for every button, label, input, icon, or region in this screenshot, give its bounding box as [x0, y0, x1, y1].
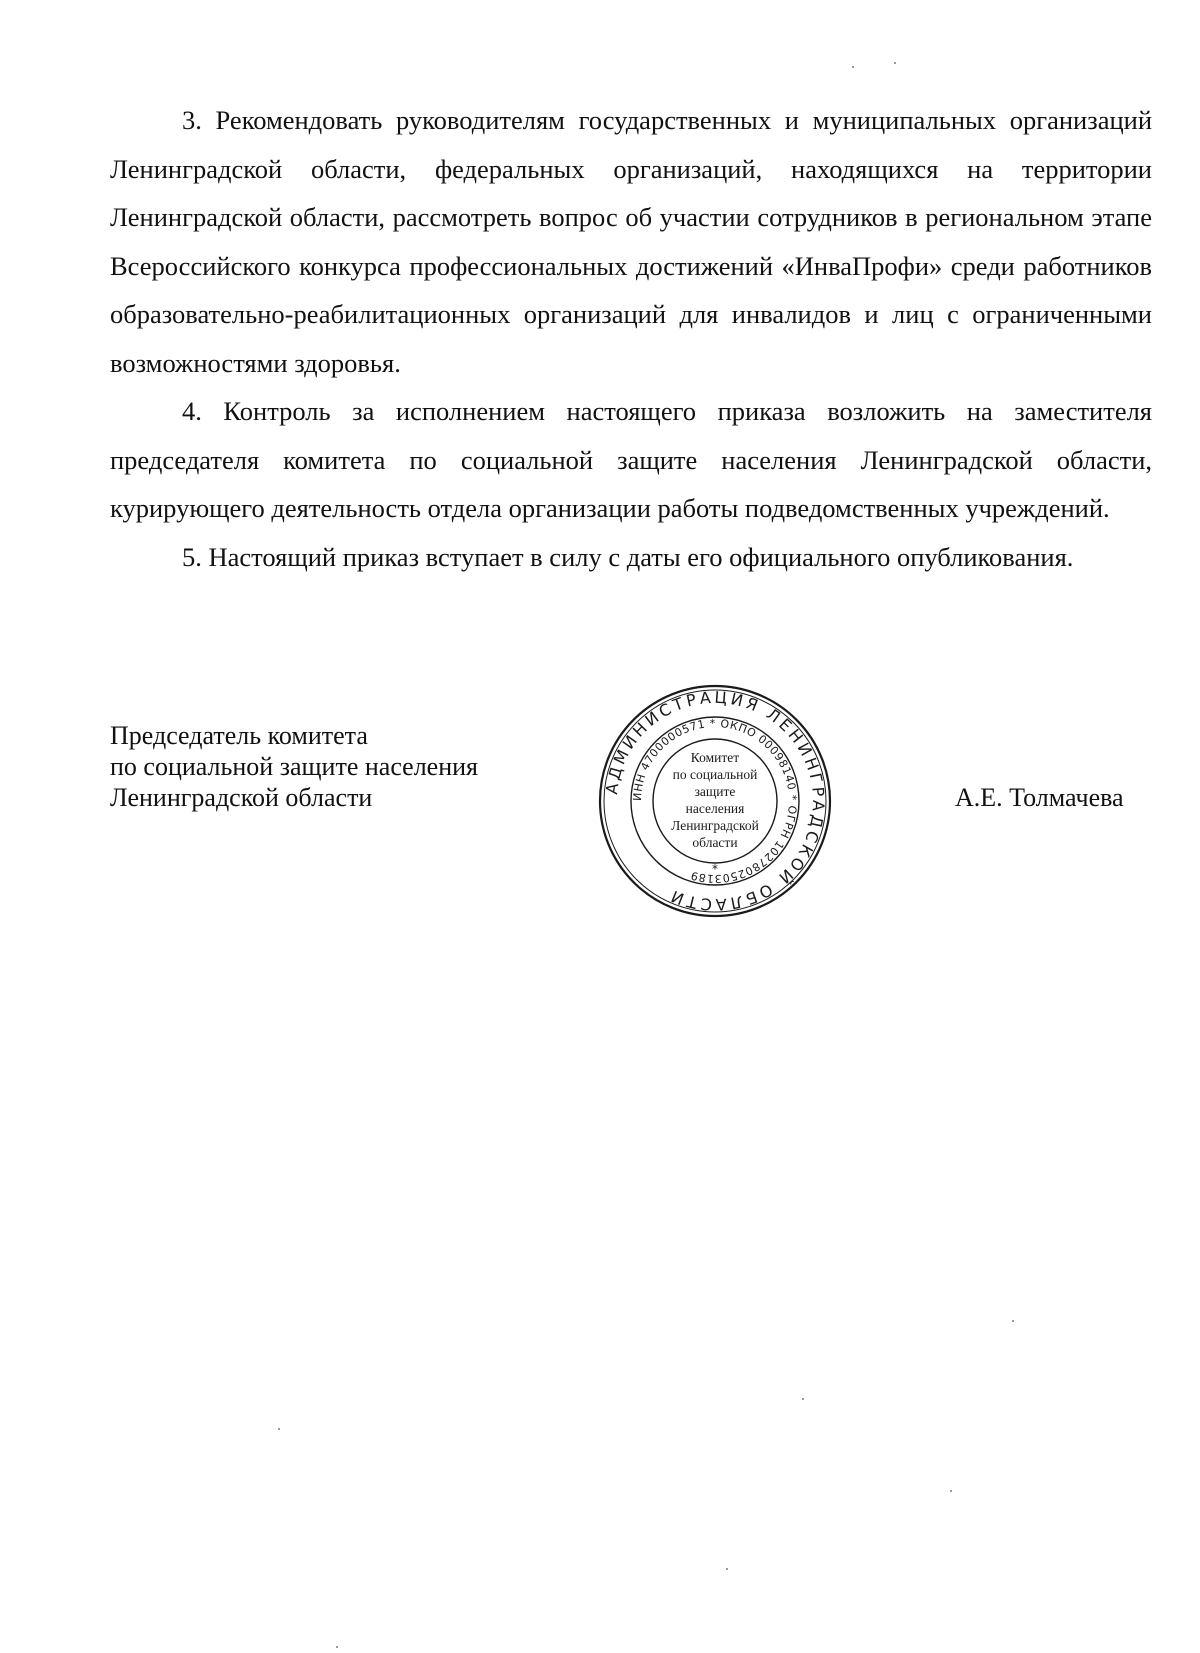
paragraph-3: 3. Рекомендовать руководителям государственных и муниципальных организаций Ленинградской области, федеральных организаций, находящихся на территории Ленинградской области, рассмотреть вопрос об участии сотрудников в региональном этапе Всероссийского конкурса профессиональных достижений «ИнваПрофи» среди работников образовательно-реабилитационных организаций для инвалидов и лиц с ограниченными возможностями здоровья. [110, 105, 1152, 378]
document-body [110, 96, 1152, 581]
signatory-title-line: Ленинградской области [110, 783, 373, 812]
svg-text:АДМИНИСТРАЦИЯ ЛЕНИНГРАДСКОЙ ОБ: АДМИНИСТРАЦИЯ ЛЕНИНГРАДСКОЙ ОБЛАСТИ [602, 687, 829, 915]
scan-speck [336, 1646, 338, 1648]
scan-speck [802, 1398, 804, 1400]
signer-name: А.Е. Толмачева [955, 783, 1124, 812]
scan-speck [852, 66, 854, 68]
signatory-title-line: Председатель комитета [110, 721, 368, 750]
signatory-title [110, 720, 540, 813]
scan-speck [1012, 1320, 1014, 1322]
svg-text:по социальной: по социальной [672, 767, 758, 782]
scan-speck [726, 1568, 728, 1570]
signatory-title-line: по социальной защите населения [110, 752, 479, 781]
svg-text:Ленинградской: Ленинградской [671, 818, 759, 833]
paragraph-5: 5. Настоящий приказ вступает в силу с даты его официального опубликования. [182, 541, 1074, 572]
scan-speck [950, 1490, 952, 1492]
scan-speck [894, 62, 896, 64]
scan-speck [278, 1428, 280, 1430]
svg-text:защите: защите [694, 784, 736, 799]
official-seal [596, 682, 834, 920]
seal-graphic [596, 682, 834, 920]
svg-text:области: области [692, 835, 738, 850]
svg-text:*: * [712, 862, 718, 876]
svg-text:Комитет: Комитет [690, 750, 740, 765]
svg-text:ИНН 4700000571 * ОКПО 00098140: ИНН 4700000571 * ОКПО 00098140 * ОГРН 1027802503189 [630, 716, 800, 886]
paragraph-4: 4. Контроль за исполнением настоящего приказа возложить на заместителя председателя комитета по социальной защите населения Ленинградской области, курирующего деятельность отдела организации работы подведомственных учреждений. [110, 396, 1152, 523]
svg-text:населения: населения [685, 801, 745, 816]
